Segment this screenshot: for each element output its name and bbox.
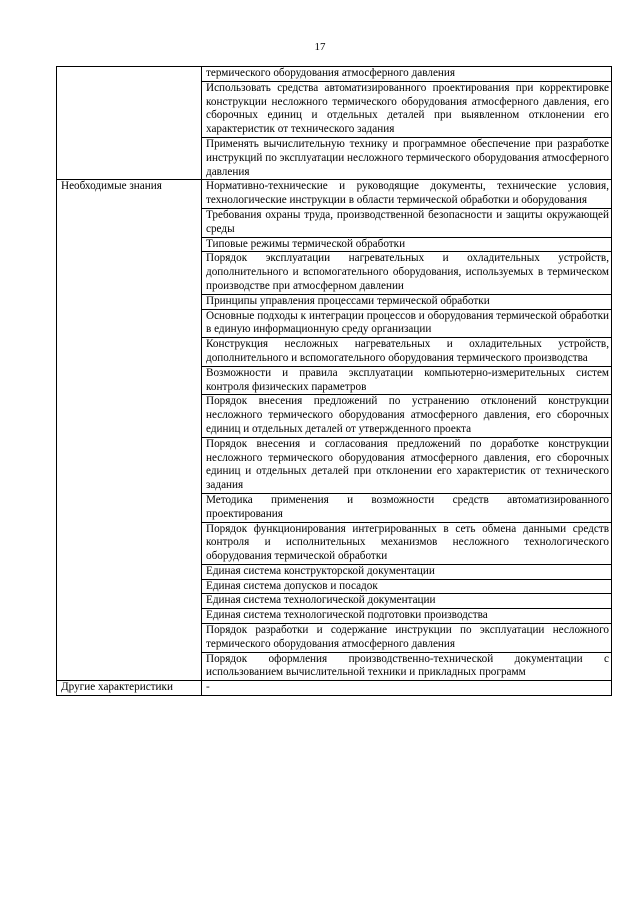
table-row <box>57 67 612 82</box>
row-item-text: Порядок разработки и содержание инструкции по эксплуатации несложного термического оборудования атмосферного давления <box>206 624 609 650</box>
row-item <box>202 237 612 252</box>
row-item <box>202 437 612 493</box>
row-item <box>202 522 612 564</box>
row-item-text: Нормативно-технические и руководящие документы, технические условия, технологические инструкции в области термической обработки и оборудования <box>206 180 609 207</box>
row-item <box>202 652 612 681</box>
row-item <box>202 309 612 338</box>
row-item-text: Методика применения и возможности средств автоматизированного проектирования <box>206 493 609 520</box>
row-item <box>202 294 612 309</box>
row-item-text: Основные подходы к интеграции процессов и оборудования термической обработки в единую информационную среду организации <box>206 309 609 336</box>
row-item-text: термического оборудования атмосферного давления <box>206 67 456 79</box>
row-item-text: Порядок эксплуатации нагревательных и охладительных устройств, дополнительного и вспомогательного оборудования, используемых в термическом производстве при атмосферном давлении <box>206 252 609 292</box>
row-item <box>202 67 612 82</box>
row-item <box>202 208 612 237</box>
row-item-text: Применять вычислительную технику и программное обеспечение при разработке инструкций по эксплуатации несложного термического оборудования атмосферного давления <box>206 137 609 178</box>
row-item-text: Конструкция несложных нагревательных и охладительных устройств, дополнительного и вспомогательного оборудования термического производства <box>206 338 609 364</box>
row-item <box>202 609 612 624</box>
row-item <box>202 366 612 395</box>
table-row <box>57 681 612 696</box>
requirements-table <box>56 66 612 696</box>
row-item <box>202 180 612 209</box>
row-item <box>202 681 612 696</box>
table-row <box>57 180 612 209</box>
row-item-text: Использовать средства автоматизированного проектирования при корректировке конструкции несложного термического оборудования атмосферного давления, его сборочных единиц и отдельных деталей при выявленном отклонении его характеристик от технического задания <box>206 81 609 136</box>
row-label <box>57 180 202 681</box>
row-item <box>202 564 612 579</box>
row-item-text: - <box>206 681 210 694</box>
row-item <box>202 624 612 653</box>
row-item-text: Единая система конструкторской документации <box>206 564 435 577</box>
row-label <box>57 67 202 180</box>
requirements-table-body <box>57 67 612 696</box>
row-item-text: Порядок внесения предложений по устранению отклонений конструкции несложного термического оборудования атмосферного давления, его сборочных единиц и отдельных деталей от утвержденного проекта <box>206 395 609 435</box>
row-item-text: Порядок функционирования интегрированных в сеть обмена данными средств контроля и исполнительных механизмов несложного технологического оборудования термической обработки <box>206 522 609 563</box>
row-item-text: Типовые режимы термической обработки <box>206 237 406 250</box>
row-item <box>202 395 612 437</box>
row-item-text: Возможности и правила эксплуатации компьютерно-измерительных систем контроля физических параметров <box>206 366 609 393</box>
row-item-text: Порядок внесения и согласования предложений по доработке конструкции несложного термического оборудования атмосферного давления, его сборочных единиц и отдельных деталей при отклонении его характеристик от технического задания <box>206 437 609 492</box>
row-item <box>202 81 612 137</box>
row-item-text: Единая система технологической документации <box>206 594 436 607</box>
row-item-text: Единая система допусков и посадок <box>206 579 378 592</box>
row-label <box>57 681 202 696</box>
row-item <box>202 594 612 609</box>
row-label-text: Другие характеристики <box>61 681 173 694</box>
row-label-text: Необходимые знания <box>61 180 162 193</box>
row-item-text: Порядок оформления производственно-технической документации с использованием вычислительной техники и прикладных программ <box>206 652 609 679</box>
row-item <box>202 137 612 179</box>
row-item <box>202 252 612 294</box>
row-item <box>202 579 612 594</box>
row-item-text: Принципы управления процессами термической обработки <box>206 294 490 307</box>
page-number: 17 <box>314 41 326 53</box>
row-item <box>202 493 612 522</box>
row-item-text: Единая система технологической подготовки производства <box>206 609 488 622</box>
row-item-text: Требования охраны труда, производственной безопасности и защиты окружающей среды <box>206 208 609 235</box>
row-item <box>202 338 612 367</box>
